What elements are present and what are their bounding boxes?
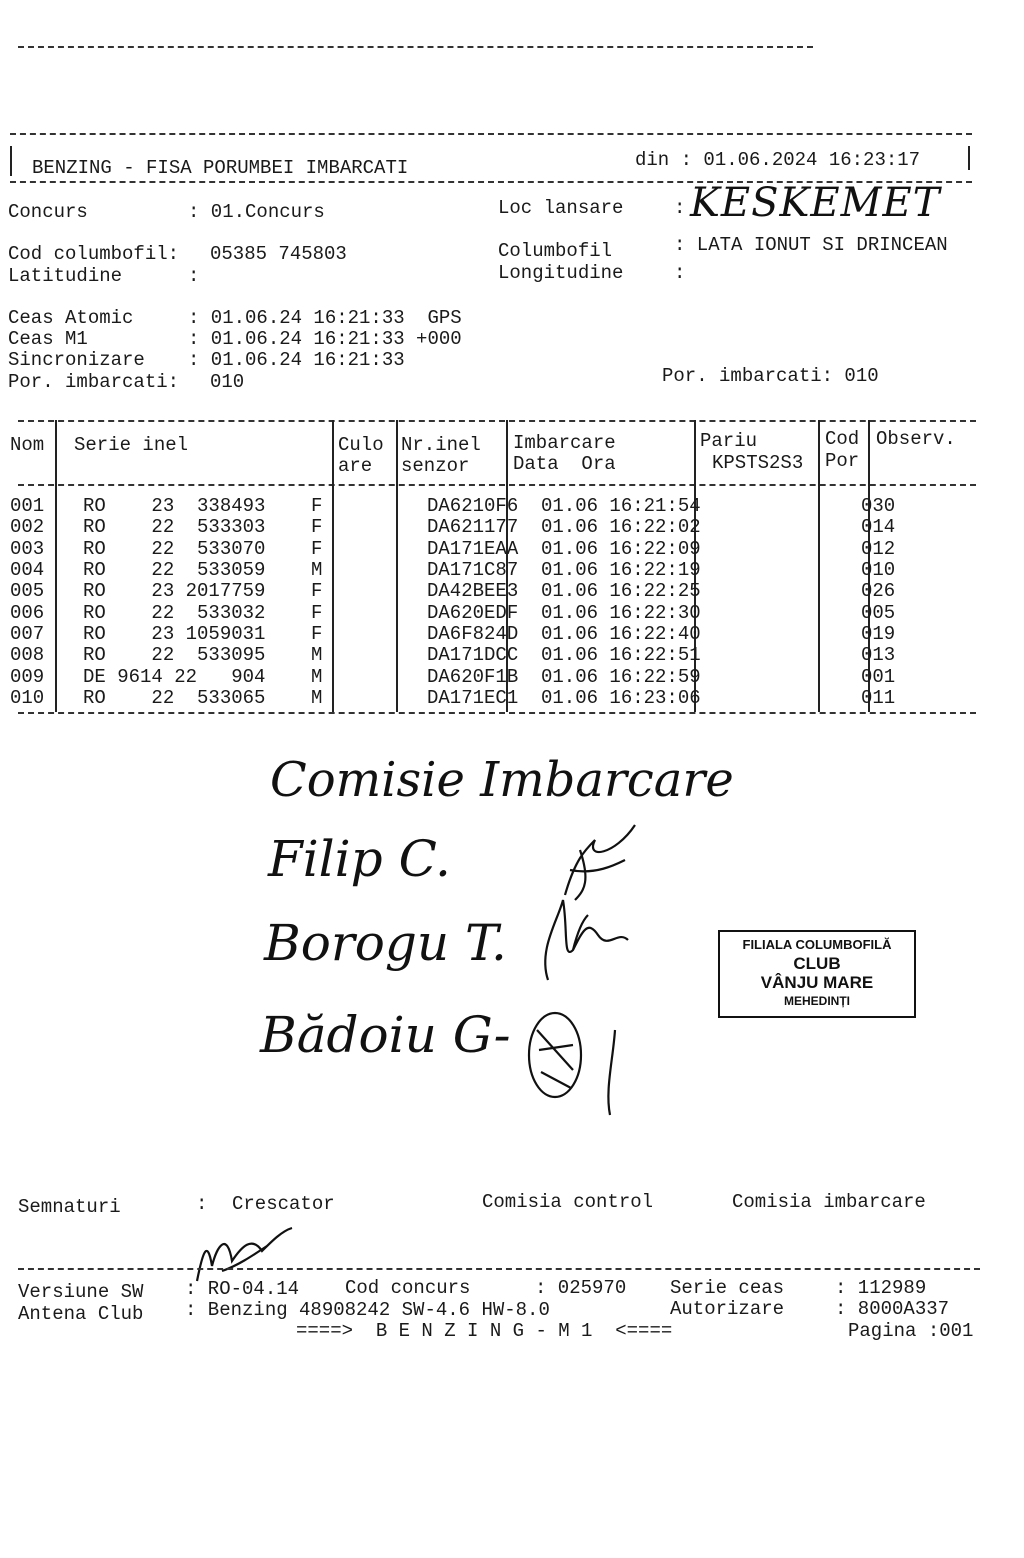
header-culoare-2: are <box>338 455 373 477</box>
header-imbarcare-1: Imbarcare <box>513 432 616 454</box>
cell-nom: 004 <box>10 559 45 582</box>
cell-imb: 01.06 16:21:54 <box>541 495 701 518</box>
header-right-edge <box>968 146 970 170</box>
stamp-line-2: CLUB <box>793 954 841 973</box>
semnaturi-comisia-control: Comisia control <box>482 1191 654 1213</box>
cell-empty <box>361 688 425 709</box>
cell-empty <box>729 517 853 538</box>
cell-nom: 003 <box>10 537 45 560</box>
cell-empty <box>729 688 853 709</box>
ceas-m1-value: : 01.06.24 16:21:33 +000 <box>188 328 462 350</box>
serie-ceas-label: Serie ceas <box>670 1277 785 1299</box>
stamp-line-4: MEHEDINȚI <box>784 994 850 1008</box>
table-row <box>8 645 911 666</box>
cell-nr: DA6210F6 <box>427 495 519 518</box>
header-observatii: Observ. <box>876 428 956 450</box>
cell-imb: 01.06 16:22:40 <box>541 622 701 645</box>
header-pariu-1: Pariu <box>700 430 758 452</box>
cell-serie: RO 23 338493 F <box>83 495 323 518</box>
semnaturi-comisia-imbarcare: Comisia imbarcare <box>732 1191 926 1213</box>
table-row <box>8 624 911 645</box>
cell-cod: 030 <box>861 495 896 518</box>
cell-nr: DA42BEE3 <box>427 580 519 603</box>
sincronizare-label: Sincronizare <box>8 349 145 371</box>
header-cod-2: Por <box>825 450 860 472</box>
table-row <box>8 688 911 709</box>
cell-nom: 001 <box>10 495 45 518</box>
cell-nom: 008 <box>10 644 45 667</box>
cell-nr: DA171DCC <box>427 644 519 667</box>
cell-imb: 01.06 16:22:02 <box>541 516 701 539</box>
cell-nr: DA620EDF <box>427 601 519 624</box>
header-nom: Nom <box>10 434 45 456</box>
cell-empty <box>361 645 425 666</box>
document-title: BENZING - FISA PORUMBEI IMBARCATI <box>32 157 409 179</box>
serie-ceas-value: : 112989 <box>835 1277 927 1299</box>
header-imbarcare-2: Data Ora <box>513 453 616 475</box>
header-pariu-2: KPSTS2S3 <box>712 452 804 474</box>
columbofil-value: : LATA IONUT SI DRINCEAN <box>674 234 948 256</box>
cell-empty <box>361 666 425 687</box>
header-nrinel-2: senzor <box>401 455 470 477</box>
sincronizare-value: : 01.06.24 16:21:33 <box>188 349 405 371</box>
cell-empty <box>729 666 853 687</box>
cell-nom: 005 <box>10 580 45 603</box>
table-row <box>8 560 911 581</box>
cell-serie: RO 22 533095 M <box>83 644 323 667</box>
antena-value: : Benzing 48908242 SW-4.6 HW-8.0 <box>185 1299 550 1321</box>
cell-imb: 01.06 16:22:09 <box>541 537 701 560</box>
cell-serie: RO 22 533065 M <box>83 686 323 709</box>
cell-nr: DA620F1B <box>427 665 519 688</box>
por-imbarcati-value: 010 <box>210 371 245 393</box>
autorizare-value: : 8000A337 <box>835 1298 950 1320</box>
cell-nr: DA6F824D <box>427 622 519 645</box>
table-row <box>8 581 911 602</box>
cell-empty <box>361 517 425 538</box>
table-header-rule <box>18 484 976 486</box>
autorizare-label: Autorizare <box>670 1298 785 1320</box>
document-date: din : 01.06.2024 16:23:17 <box>635 149 921 171</box>
header-nrinel-1: Nr.inel <box>401 434 481 456</box>
handwritten-member-1: Filip C. <box>268 830 451 888</box>
loc-lansare-label: Loc lansare <box>498 197 624 219</box>
cell-empty <box>361 602 425 623</box>
cod-concurs-label: Cod concurs <box>345 1277 471 1299</box>
table-row <box>8 602 911 623</box>
cell-empty <box>729 496 853 517</box>
cell-empty <box>729 539 853 560</box>
pigeon-table-body <box>8 496 911 709</box>
cell-cod: 019 <box>861 622 896 645</box>
table-row <box>8 496 911 517</box>
cell-nr: DA171C87 <box>427 559 519 582</box>
latitudine-value: : <box>188 265 200 287</box>
cod-concurs-value: : 025970 <box>535 1277 627 1299</box>
cell-nr: DA171EC1 <box>427 686 519 709</box>
cell-imb: 01.06 16:22:25 <box>541 580 701 603</box>
cell-cod: 005 <box>861 601 896 624</box>
cell-nom: 009 <box>10 665 45 688</box>
handwritten-commission-title: Comisie Imbarcare <box>270 752 734 808</box>
cell-empty <box>729 602 853 623</box>
cell-serie: RO 23 1059031 F <box>83 622 323 645</box>
cell-imb: 01.06 16:22:19 <box>541 559 701 582</box>
semnaturi-colon: : <box>196 1193 208 1215</box>
cod-columbofil-label: Cod columbofil: <box>8 243 180 265</box>
cell-cod: 013 <box>861 644 896 667</box>
cell-nr: DA621177 <box>427 516 519 539</box>
semnaturi-label: Semnaturi <box>18 1196 121 1218</box>
stamp-line-1: FILIALA COLUMBOFILĂ <box>742 937 892 952</box>
cell-cod: 012 <box>861 537 896 560</box>
cell-empty <box>729 560 853 581</box>
ceas-atomic-label: Ceas Atomic <box>8 307 134 329</box>
header-cod-1: Cod <box>825 428 860 450</box>
cell-cod: 010 <box>861 559 896 582</box>
cell-imb: 01.06 16:22:51 <box>541 644 701 667</box>
cell-imb: 01.06 16:23:06 <box>541 686 701 709</box>
cell-empty <box>361 581 425 602</box>
header-left-edge <box>10 146 12 176</box>
stamp-line-3: VÂNJU MARE <box>760 973 874 992</box>
handwritten-member-2: Borogu T. <box>264 914 507 972</box>
concurs-label: Concurs <box>8 201 88 223</box>
table-row <box>8 666 911 687</box>
loc-lansare-colon: : <box>674 197 686 219</box>
cell-imb: 01.06 16:22:59 <box>541 665 701 688</box>
cell-empty <box>729 624 853 645</box>
ceas-m1-label: Ceas M1 <box>8 328 88 350</box>
table-bottom-rule <box>18 712 976 714</box>
cod-columbofil-value: 05385 745803 <box>210 243 347 265</box>
cell-empty <box>729 581 853 602</box>
ceas-atomic-value: : 01.06.24 16:21:33 GPS <box>188 307 462 329</box>
columbofil-label: Columbofil <box>498 240 613 262</box>
header-culoare-1: Culo <box>338 434 384 456</box>
loc-lansare-handwritten: KESKEMET <box>690 180 941 226</box>
cell-serie: RO 22 533070 F <box>83 537 323 560</box>
por-imbarcati-summary: Por. imbarcati: 010 <box>662 365 879 387</box>
latitudine-label: Latitudine <box>8 265 123 287</box>
por-imbarcati-label: Por. imbarcati: <box>8 371 180 393</box>
cell-nom: 002 <box>10 516 45 539</box>
table-row <box>8 539 911 560</box>
cell-empty <box>361 496 425 517</box>
semnaturi-crescator: Crescator <box>232 1193 335 1215</box>
cell-cod: 014 <box>861 516 896 539</box>
cell-nr: DA171EAA <box>427 537 519 560</box>
cell-empty <box>361 539 425 560</box>
longitudine-label: Longitudine <box>498 262 624 284</box>
cell-cod: 011 <box>861 686 896 709</box>
cell-serie: RO 22 533059 M <box>83 559 323 582</box>
concurs-value: : 01.Concurs <box>188 201 325 223</box>
cell-serie: DE 9614 22 904 M <box>83 665 323 688</box>
header-serie-inel: Serie inel <box>74 434 189 456</box>
cell-serie: RO 23 2017759 F <box>83 580 323 603</box>
cell-cod: 026 <box>861 580 896 603</box>
signature-member-3 <box>525 1010 635 1120</box>
club-stamp <box>718 930 916 1018</box>
signature-crescator <box>192 1226 302 1286</box>
page-number: Pagina :001 <box>848 1320 974 1342</box>
top-separator <box>18 46 813 48</box>
table-row <box>8 517 911 538</box>
table-top-rule <box>18 420 976 422</box>
cell-nom: 007 <box>10 622 45 645</box>
longitudine-value: : <box>674 262 686 284</box>
footer-rule <box>18 1268 980 1270</box>
cell-imb: 01.06 16:22:30 <box>541 601 701 624</box>
versiune-label: Versiune SW <box>18 1281 144 1303</box>
antena-label: Antena Club <box>18 1303 144 1325</box>
versiune-value: : RO-04.14 <box>185 1278 300 1300</box>
cell-nom: 006 <box>10 601 45 624</box>
cell-cod: 001 <box>861 665 896 688</box>
benzing-brand: ====> B E N Z I N G - M 1 <==== <box>296 1320 673 1342</box>
cell-empty <box>361 624 425 645</box>
pigeon-table <box>8 496 911 709</box>
cell-serie: RO 22 533032 F <box>83 601 323 624</box>
handwritten-member-3: Bădoiu G- <box>260 1006 511 1064</box>
cell-empty <box>361 560 425 581</box>
signature-member-2 <box>528 890 638 990</box>
cell-empty <box>729 645 853 666</box>
header-top-rule <box>10 133 972 135</box>
cell-serie: RO 22 533303 F <box>83 516 323 539</box>
cell-nom: 010 <box>10 686 45 709</box>
